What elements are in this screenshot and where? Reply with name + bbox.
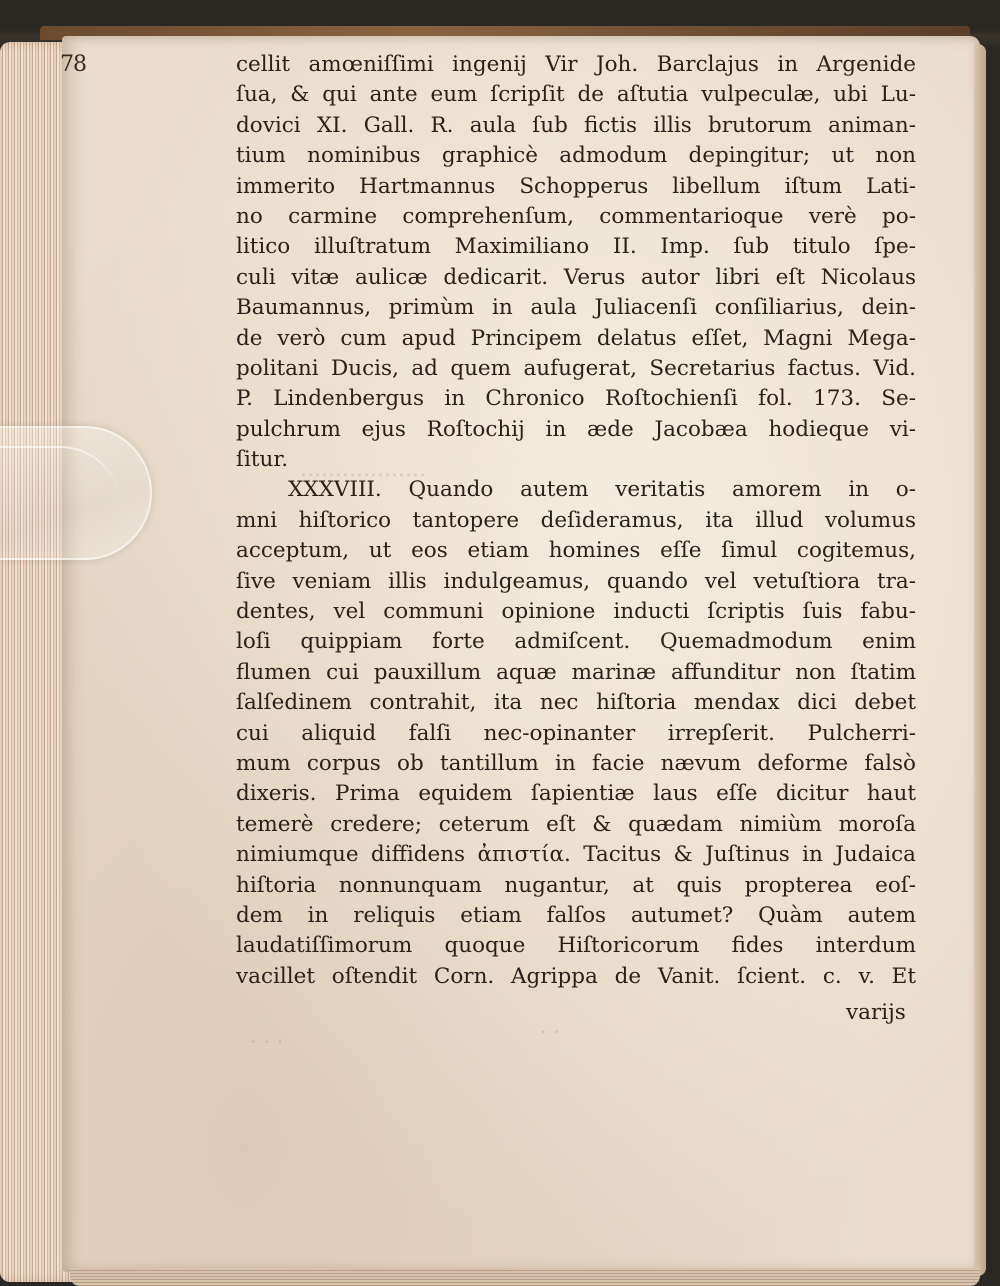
text-line: ſalſedinem contrahit, ita nec hiſtoria mendax dici debet	[236, 690, 916, 716]
text-line: politani Ducis, ad quem aufugerat, Secretarius factus. Vid.	[236, 355, 916, 381]
text-line: flumen cui pauxillum aquæ marinæ affunditur non ſtatim	[236, 659, 916, 685]
text-line: tium nominibus graphicè admodum depingitur; ut non	[236, 143, 916, 169]
text-line: vacillet oſtendit Corn. Agrippa de Vanit. ſcient. c. v. Et	[236, 963, 916, 989]
text-line: nimiumque diffidens ἀπιστία. Tacitus & Juſtinus in Judaica	[236, 842, 916, 868]
page-stack-bottom	[70, 1268, 980, 1286]
text-line: litico illuſtratum Maximiliano II. Imp. ſub titulo ſpe-	[236, 234, 916, 260]
section-heading-line: XXXVIII. Quando autem veritatis amorem in o-	[288, 477, 916, 503]
text-line: laudatiſſimorum quoque Hiſtoricorum fides interdum	[236, 933, 916, 959]
text-line: ſitur.	[236, 447, 289, 473]
bookmark-clip	[0, 426, 152, 560]
text-line: mum corpus ob tantillum in facie nævum deforme falsò	[236, 750, 916, 776]
page-right-edge	[974, 44, 986, 1276]
text-line: loſi quippiam forte admiſcent. Quemadmodum enim	[236, 629, 916, 655]
text-line: dixeris. Prima equidem ſapientiæ laus eſſe dicitur haut	[236, 781, 916, 807]
text-line: acceptum, ut eos etiam homines eſſe ſimul cogitemus,	[236, 538, 916, 564]
catchword: varijs	[846, 1000, 906, 1025]
text-line: ſive veniam illis indulgeamus, quando vel vetuſtiora tra-	[236, 568, 916, 594]
text-line: immerito Hartmannus Schopperus libellum iſtum Lati-	[236, 173, 916, 199]
body-text	[236, 50, 916, 992]
text-line: mni hiſtorico tantopere deſideramus, ita illud volumus	[236, 507, 916, 533]
text-line: no carmine comprehenſum, commentarioque verè po-	[236, 203, 916, 229]
text-line: dem in reliquis etiam falſos autumet? Quàm autem	[236, 902, 916, 928]
text-line: culi vitæ aulicæ dedicarit. Verus autor libri eſt Nicolaus	[236, 264, 916, 290]
text-line: dentes, vel communi opinione inducti ſcriptis ſuis fabu-	[236, 599, 916, 625]
text-line: pulchrum ejus Roſtochij in æde Jacobæa hodieque vi-	[236, 416, 916, 442]
text-line: cui aliquid falſi nec-opinanter irrepſerit. Pulcherri-	[236, 720, 916, 746]
text-line: ſua, & qui ante eum ſcripſit de aſtutia vulpeculæ, ubi Lu-	[236, 82, 916, 108]
text-line: hiſtoria nonnunquam nugantur, at quis propterea eoſ-	[236, 872, 916, 898]
text-line: de verò cum apud Principem delatus eſſet, Magni Mega-	[236, 325, 916, 351]
text-line: dovici XI. Gall. R. aula ſub fictis illis brutorum animan-	[236, 112, 916, 138]
text-line: Baumannus, primùm in aula Juliacenſi conſiliarius, dein-	[236, 295, 916, 321]
text-line: temerè credere; ceterum eſt & quædam nimiùm moroſa	[236, 811, 916, 837]
text-line: P. Lindenbergus in Chronico Roſtochienſi fol. 173. Se-	[236, 386, 916, 412]
page-number: 78	[60, 52, 86, 77]
text-line: cellit amœniſſimi ingenij Vir Joh. Barclajus in Argenide	[236, 52, 916, 77]
